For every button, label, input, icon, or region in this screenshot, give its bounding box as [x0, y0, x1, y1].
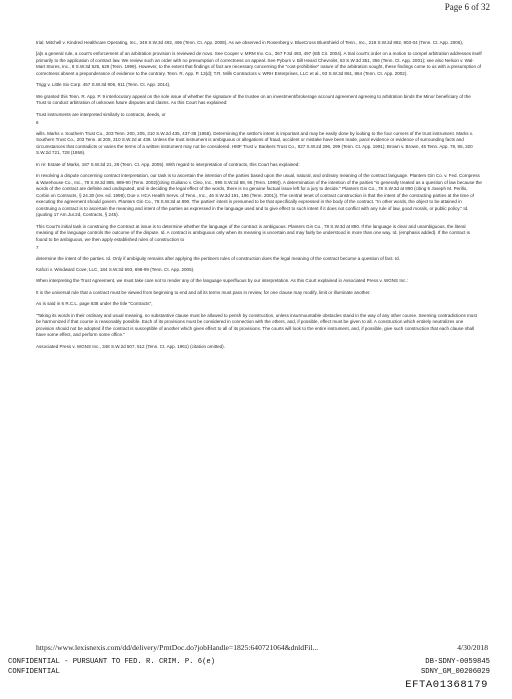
- block-quote: It is the universal rule that a contract must be viewed from beginning to end and all its terms must pass in review, for one clause may modify, limit or illuminate another.: [36, 289, 371, 295]
- confidential-notice: CONFIDENTIAL - PURSUANT TO FED. R. CRIM. P. 6(e): [8, 658, 216, 666]
- confidential-label: CONFIDENTIAL: [8, 668, 60, 676]
- citation: In re: Estate of Marks, 187 S.W.3d 21, 28 (Tenn. Ct. App. 2005). With regard to interpretation of contracts, this Court has explained:: [36, 161, 300, 167]
- paragraph: When interpreting the Trust Agreement, we must take care not to render any of the language superfluous by our interpretation. As this Court explained in Associated Press v. WGNS Inc.:: [36, 278, 408, 284]
- block-quote: This Court's initial task in construing the Contract at issue is to determine whether the language of the contract is ambiguous. Planters Gin Co., 78 S.W.3d at 890. If the language is clear and unambiguous, the literal meaning of the language controls the outcome of the dispute. Id. A contract is ambiguous only when its meaning is uncertain and may fairly be understood in more than one way. Id. (emphasis added). If the contract is found to be ambiguous, we then apply established rules of construction to: [36, 223, 470, 242]
- block-quote: determine the intent of the parties. Id. Only if ambiguity remains after applying the pertinent rules of construction does the legal meaning of the contract become a question of fact. Id.: [36, 255, 400, 261]
- bates-number: EFTA01368179: [405, 679, 488, 691]
- print-date: 4/30/2018: [457, 643, 488, 652]
- document-id-2: SDNY_GM_00206029: [420, 668, 490, 676]
- block-quote: [a]s a general rule, a court's enforcement of an arbitration provision is reviewed de novo. See Cooper v. MRM Inv. Co., 367 F.3d 493, 497 (6th Cir. 2004). A trial court's order on a motion to compel arbitration addresses itself primarily to the application of contract law. We review such an order with no presumption of correctness on appeal. See Pyburn v. Bill Heard Chevrolet, 63 S.W.3d 351, 356 (Tenn. Ct. App. 2001); see also Nelson v. Wal-Mart Stores, Inc., 8 S.W.3d 625, 629 (Tenn. 1999). However, to the extent that findings of fact are necessary concerning the "cost-prohibitive" nature of the arbitration sought, these findings come to us with a presumption of correctness absent a preponderance of evidence to the contrary. Tenn. R. App. P. 13(d); T.R. Mills Contractors v. WRH Enterprises, LLC et al., 93 S.W.3d 861, 864 (Tenn. Ct. App. 2002).: [36, 51, 482, 76]
- footer-confidential-line-2: [8, 668, 490, 676]
- block-quote: As is said in 6 R.C.L. page 838 under the title "Contracts",: [36, 301, 153, 307]
- citation: Associated Press v. WGNS Inc., 348 S.W.2d 507, 512 (Tenn. Ct. App. 1961) (citation omitted).: [36, 343, 225, 349]
- page-number: Page 6 of 32: [444, 2, 490, 12]
- paragraph: trial. Mitchell v. Kindred Healthcare Operating, Inc., 349 S.W.3d 492, 496 (Tenn. Ct. App. 2008). As we observed in Rosenberg v. BlueCross BlueShield of Tenn., Inc., 219 S.W.3d 892, 903-04 (Tenn. Ct. App. 2006),: [36, 40, 464, 45]
- source-url-link[interactable]: https://www.lexisnexis.com/dd/delivery/PrntDoc.do?jobHandle=1825:640721064&dnldFil...: [36, 643, 319, 652]
- citation: Trigg v. Little Six Corp. 457 S.W.3d 906, 911 (Tenn. Ct. App. 2014).: [36, 82, 171, 88]
- inline-page-number: 7: [36, 245, 39, 251]
- document-body: [36, 40, 482, 355]
- block-quote: "Taking its words in their ordinary and usual meaning, no substantive clause must be allowed to perish by construction, unless insurmountable obstacles stand in the way of any other course. Seeming contradictions must be harmonized if that course is reasonably possible. Each of its provisions must be considered in connection with the others, and, if possible, effect must be given to all. A construction which entirely neutralizes one provision should not be adopted if the contract is susceptible of another which gives effect to all of its provisions. The courts will look to the entire instrument, and, if possible, give such construction that each clause shall have some effect, and perform some office.": [36, 312, 477, 338]
- document-id-1: DB-SDNY-0059845: [425, 658, 490, 666]
- citation: Kafozi v. Windward Cove, LLC, 184 S.W.3d 693, 698-99 (Tenn. Ct. App. 2005).: [36, 267, 195, 273]
- block-quote: wills. Marks v. Southern Trust Co., 203 Tenn. 200, 205, 310 S.W.2d 435, 437-38 (1958). Determining the settlor's intent is important and may be easily done by looking to the four corners of the trust instrument. Marks v. Southern Trust Co., 203 Tenn. at 205, 310 S.W.2d at 438. Unless the trust instrument is ambiguous or allegations of fraud, accident or mistake have been made, parol evidence or evidence of surrounding facts and circumstances that contradicts or varies the terms of a written instrument may not be considered. HMF Trust v. Bankers Trust Co., 827 S.W.2d 296, 299 (Tenn. Ct. App. 1991); Brown v. Brown, 45 Tenn. App. 78, 95, 320 S.W.2d 721, 728 (1959).: [36, 130, 474, 156]
- block-quote: In resolving a dispute concerning contract interpretation, our task is to ascertain the intention of the parties based upon the usual, natural, and ordinary meaning of the contract language. Planters Gin Co. v. Fed. Compress & Warehouse Co., Inc., 78 S.W.3d 885, 889-90 (Tenn. 2002)(citing Guiliano v. Cleo, Inc., 995 S.W.2d 88, 95 (Tenn. 1999)). A determination of the intention of the parties "is generally treated as a question of law because the words of the contract are definite and undisputed, and in deciding the legal effect of the words, there is no genuine factual issue left for a jury to decide." Planters Gin Co., 78 S.W.3d at 890 (citing 5 Joseph M. Perillo, Corbin on Contracts, § 24.30 (rev. ed. 1998); Doe v. HCA Health Servs. of Tenn., Inc., 46 S.W.3d 191, 196 (Tenn. 2001)). The central tenet of contract construction is that the intent of the contracting parties at the time of executing the agreement should govern. Planters Gin Co., 78 S.W.3d at 890. The parties' intent is presumed to be that specifically expressed in the body of the contract. "In other words, the object to be attained in construing a contract is to ascertain the meaning and intent of the parties as expressed in the language used and to give effect to such intent if it does not conflict with any rule of law, good morals, or public policy." Id. (quoting 17 Am.Jur.2d, Contracts, § 245).: [36, 172, 482, 218]
- inline-page-number: 6: [36, 120, 39, 126]
- footer-url-line: [36, 643, 496, 652]
- footer-confidential-line: [8, 658, 490, 666]
- paragraph: We granted this Tenn. R. App. P. 9 interlocutory appeal on the sole issue of whether the signature of the trustee on an investment/brokerage account agreement agreeing to arbitration binds the Minor beneficiary of the Trust to conduct arbitration of unknown future disputes and claims. As this Court has explained:: [36, 93, 471, 106]
- block-quote: Trust instruments are interpreted similarly to contracts, deeds, or: [36, 111, 166, 117]
